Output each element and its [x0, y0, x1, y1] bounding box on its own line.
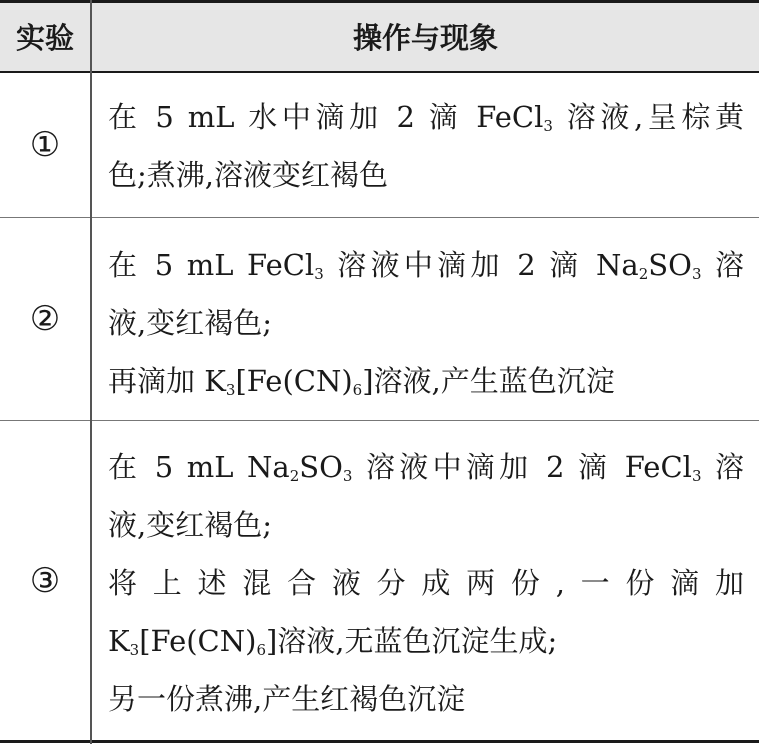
experiment-number: ③ [29, 560, 61, 601]
text-line: $K_3[Fe(CN)_6]$溶液,无蓝色沉淀生成; [108, 624, 558, 659]
operation-cell [108, 236, 744, 410]
text-line: 在 5 mL $Na_2SO_3$ 溶液中滴加 2 滴 FeCl$_3$ 溶 [108, 450, 744, 485]
top-border [0, 0, 759, 3]
text-line: 液,变红褐色; [108, 508, 272, 542]
text-line: 在 5 mL 水中滴加 2 滴 FeCl$_3$ 溶液,呈棕黄 [108, 100, 744, 135]
text-line: 将上述混合液分成两份,一份滴加 [108, 566, 744, 600]
column-divider [90, 0, 92, 744]
text-line: 另一份煮沸,产生红褐色沉淀 [108, 682, 466, 716]
experiment-number: ② [29, 299, 61, 339]
text-line: 再滴加 $K_3[Fe(CN)_6]$溶液,产生蓝色沉淀 [108, 364, 615, 399]
text-line: 在 5 mL FeCl$_3$ 溶液中滴加 2 滴 $Na_2SO_3$ 溶 [108, 248, 744, 283]
table-header [0, 0, 759, 72]
bottom-border [0, 740, 759, 743]
header-operation: 操作与现象 [352, 20, 498, 55]
row-divider [0, 420, 759, 421]
experiment-number: ① [29, 125, 61, 165]
text-line: 色;煮沸,溶液变红褐色 [108, 158, 388, 192]
operation-cell [108, 88, 744, 204]
operation-cell [108, 438, 744, 728]
row-divider [0, 217, 759, 218]
header-divider [0, 71, 759, 73]
text-line: 液,变红褐色; [108, 306, 272, 340]
header-experiment: 实验 [15, 20, 74, 55]
